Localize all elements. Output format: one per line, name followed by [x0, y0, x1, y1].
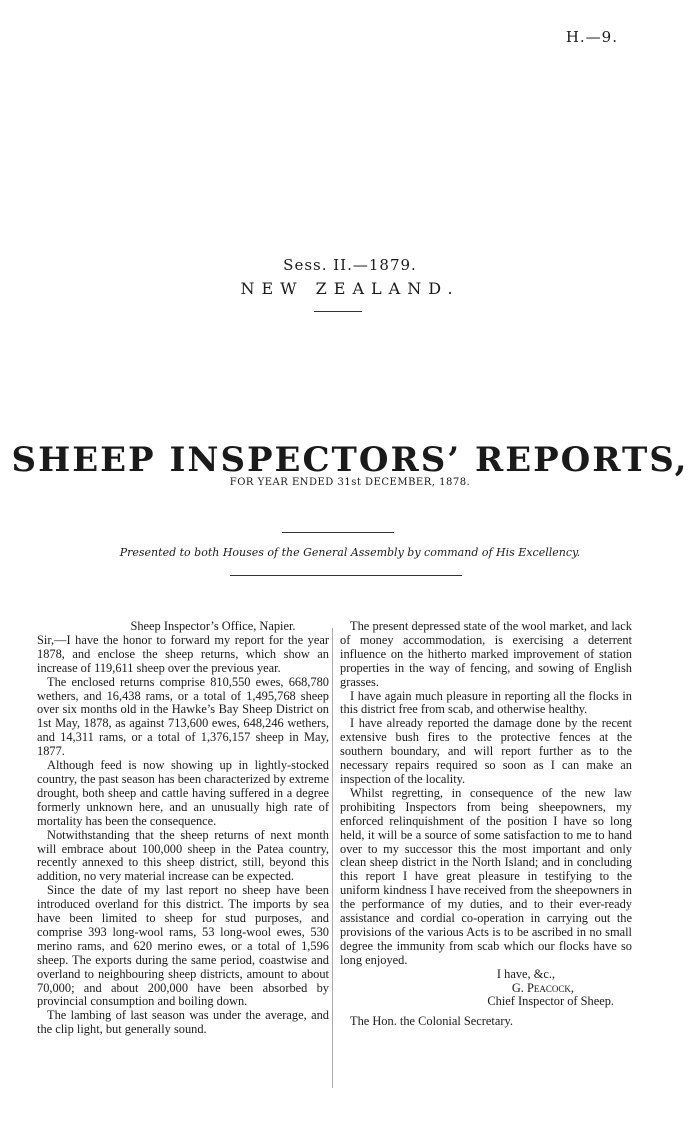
- country-heading: NEW ZEALAND.: [240, 279, 460, 298]
- addressee: The Hon. the Colonial Secretary.: [350, 1014, 513, 1029]
- letter-paragraph: The enclosed returns comprise 810,550 ewes, 668,780 wethers, and 16,438 rams, or a total of 1,495,768 sheep over six months old in the Hawke’s Bay Sheep District on 1st May, 1878, as against 713,600 ewes, 648,246 wethers, and 14,311 rams, or a total of 1,376,157 sheep in May, 1877.: [37, 674, 329, 759]
- column-divider: [332, 628, 333, 1088]
- letter-paragraph: Whilst regretting, in consequence of the new law prohibiting Inspectors from being sheepowners, my enforced relinquishment of the position I have so long held, it will be a source of some satisfaction to me to hand over to my successor this the most important and only clean sheep district in the North Island; and in concluding this report I have great pleasure in testifying to the uniform kindness I have received from the sheepowners in the performance of my duties, and to their ever-ready assistance and cordial co-operation in carrying out the provisions of the various Acts is to be ascribed in no small degree the immunity from scab which our flocks have so long enjoyed.: [340, 785, 632, 967]
- letter-paragraph: The lambing of last season was under the average, and the clip light, but generally sound.: [37, 1008, 329, 1037]
- letter-paragraph: I have already reported the damage done by the recent extensive bush fires to the protective fences at the southern boundary, and will report further as to the necessary repairs required so soon as I can make an inspection of the locality.: [340, 716, 632, 786]
- letter-paragraph: The present depressed state of the wool market, and lack of money accommodation, is exercising a deterrent influence on the hitherto marked improvement of station properties in the way of fencing, and sowing of English grasses.: [340, 619, 632, 689]
- session-line: Sess. II.—1879.: [283, 256, 417, 274]
- signatory-name: G. Peacock,: [511, 980, 574, 995]
- letter-right-column: [340, 620, 632, 1029]
- report-title: SHEEP INSPECTORS’ REPORTS,: [11, 440, 689, 480]
- office-address: Sheep Inspector’s Office, Napier.: [130, 619, 296, 633]
- signatory-title: Chief Inspector of Sheep.: [487, 994, 614, 1009]
- letter-left-column: [37, 620, 329, 1037]
- divider-rule: [282, 532, 394, 533]
- sign-off: I have, &c.,: [496, 966, 556, 981]
- presented-line: Presented to both Houses of the General Assembly by command of His Excellency.: [119, 546, 581, 559]
- divider-rule: [230, 575, 462, 576]
- page-number: H.—9.: [565, 28, 618, 46]
- letter-paragraph: Sir,—I have the honor to forward my report for the year 1878, and enclose the sheep returns, which show an increase of 119,611 sheep over the previous year.: [37, 632, 329, 675]
- letter-paragraph: Notwithstanding that the sheep returns of next month will embrace about 100,000 sheep in the Patea country, recently annexed to this sheep district, still, beyond this addition, no very material increase can be expected.: [37, 827, 329, 884]
- report-subtitle: FOR YEAR ENDED 31st DECEMBER, 1878.: [229, 477, 471, 488]
- letter-paragraph: Although feed is now showing up in lightly-stocked country, the past season has been characterized by extreme drought, both sheep and cattle having suffered in a degree formerly unknown here, and an unusually high rate of mortality has been the consequence.: [37, 758, 329, 828]
- letter-paragraph: I have again much pleasure in reporting all the flocks in this district free from scab, and otherwise healthy.: [340, 688, 632, 717]
- letter-paragraph: Since the date of my last report no sheep have been introduced overland for this district. The imports by sea have been limited to sheep for stud purposes, and comprise 393 long-wool rams, 53 long-wool ewes, 530 merino rams, and 620 merino ewes, or a total of 1,596 sheep. The exports during the same period, coastwise and overland to neighbouring sheep districts, amount to about 70,000; and about 200,000 have been absorbed by provincial consumption and boiling down.: [37, 883, 329, 1009]
- divider-rule: [314, 311, 362, 312]
